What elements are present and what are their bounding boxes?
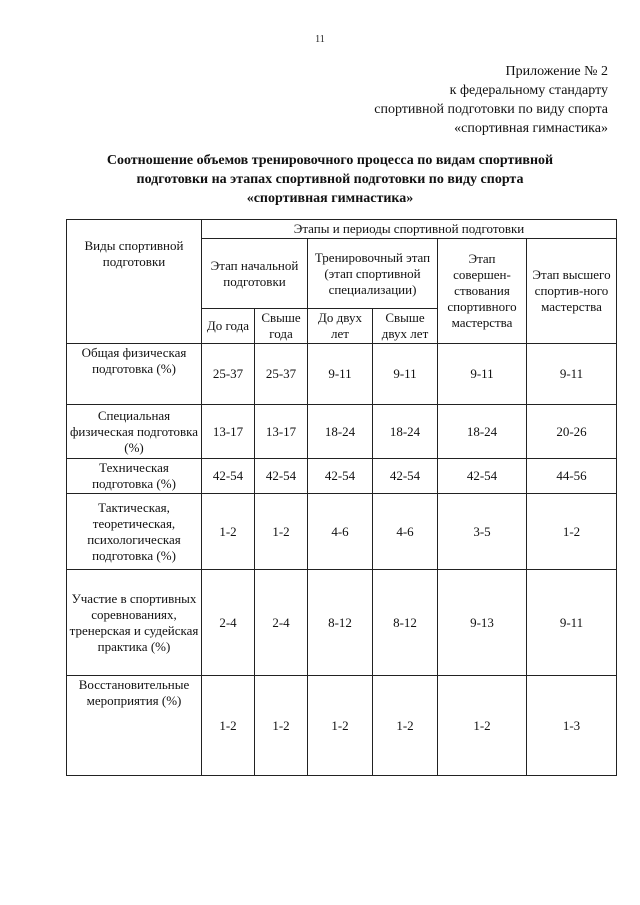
table-row bbox=[67, 344, 617, 405]
table-cell: 1-2 bbox=[373, 676, 438, 776]
table-cell: 42-54 bbox=[438, 459, 527, 494]
period-header: Свыше года bbox=[255, 309, 308, 344]
table-row bbox=[67, 459, 617, 494]
table-cell: 13-17 bbox=[255, 405, 308, 459]
table-cell: 1-2 bbox=[308, 676, 373, 776]
table-row bbox=[67, 405, 617, 459]
appendix-header bbox=[374, 62, 608, 138]
table-cell: 20-26 bbox=[527, 405, 617, 459]
stage-header-highest: Этап высшего спортив-ного мастерства bbox=[527, 239, 617, 344]
document-title bbox=[70, 151, 590, 208]
table-row bbox=[67, 494, 617, 570]
table-cell: 8-12 bbox=[373, 570, 438, 676]
corner-header: Виды спортивной подготовки bbox=[67, 220, 202, 344]
table-cell: 25-37 bbox=[202, 344, 255, 405]
table-cell: 18-24 bbox=[438, 405, 527, 459]
period-header: До года bbox=[202, 309, 255, 344]
table-cell: 18-24 bbox=[373, 405, 438, 459]
table-row bbox=[67, 676, 617, 776]
appendix-line: спортивной подготовки по виду спорта bbox=[374, 102, 608, 117]
row-label: Специальная физическая подготовка (%) bbox=[67, 405, 202, 459]
period-header: До двух лет bbox=[308, 309, 373, 344]
table-cell: 1-2 bbox=[202, 494, 255, 570]
table-cell: 42-54 bbox=[308, 459, 373, 494]
table-row bbox=[67, 570, 617, 676]
table-cell: 42-54 bbox=[373, 459, 438, 494]
table-cell: 9-11 bbox=[373, 344, 438, 405]
table-cell: 25-37 bbox=[255, 344, 308, 405]
table-cell: 1-2 bbox=[255, 494, 308, 570]
table-cell: 2-4 bbox=[255, 570, 308, 676]
row-label: Тактическая, теоретическая, психологическая подготовка (%) bbox=[67, 494, 202, 570]
page-number: 11 bbox=[315, 34, 325, 45]
table-cell: 13-17 bbox=[202, 405, 255, 459]
row-label: Участие в спортивных соревнованиях, тренерская и судейская практика (%) bbox=[67, 570, 202, 676]
table-cell: 2-4 bbox=[202, 570, 255, 676]
appendix-line: Приложение № 2 bbox=[505, 64, 608, 79]
table-cell: 4-6 bbox=[308, 494, 373, 570]
row-label: Техническая подготовка (%) bbox=[67, 459, 202, 494]
title-line: подготовки на этапах спортивной подготовки по виду спорта bbox=[136, 172, 524, 187]
stage-header-training: Тренировочный этап (этап спортивной специализации) bbox=[308, 239, 438, 309]
title-line: «спортивная гимнастика» bbox=[246, 191, 414, 206]
appendix-line: к федеральному стандарту bbox=[449, 83, 608, 98]
appendix-line: «спортивная гимнастика» bbox=[454, 121, 608, 136]
row-label: Восстановительные мероприятия (%) bbox=[67, 676, 202, 776]
table-cell: 1-2 bbox=[438, 676, 527, 776]
title-line: Соотношение объемов тренировочного процесса по видам спортивной bbox=[106, 153, 554, 168]
table-cell: 1-2 bbox=[255, 676, 308, 776]
table-cell: 1-2 bbox=[527, 494, 617, 570]
period-header: Свыше двух лет bbox=[373, 309, 438, 344]
table-cell: 3-5 bbox=[438, 494, 527, 570]
group-header: Этапы и периоды спортивной подготовки bbox=[202, 220, 617, 239]
table-cell: 9-11 bbox=[527, 570, 617, 676]
table-cell: 1-2 bbox=[202, 676, 255, 776]
table-cell: 1-3 bbox=[527, 676, 617, 776]
table-cell: 8-12 bbox=[308, 570, 373, 676]
table-cell: 44-56 bbox=[527, 459, 617, 494]
table-cell: 42-54 bbox=[202, 459, 255, 494]
table-cell: 9-11 bbox=[527, 344, 617, 405]
row-label: Общая физическая подготовка (%) bbox=[67, 344, 202, 405]
training-ratio-table bbox=[66, 219, 617, 776]
table-cell: 4-6 bbox=[373, 494, 438, 570]
stage-header-initial: Этап начальной подготовки bbox=[202, 239, 308, 309]
table-cell: 9-11 bbox=[438, 344, 527, 405]
table-cell: 9-13 bbox=[438, 570, 527, 676]
table-cell: 9-11 bbox=[308, 344, 373, 405]
table-cell: 18-24 bbox=[308, 405, 373, 459]
table-cell: 42-54 bbox=[255, 459, 308, 494]
stage-header-improvement: Этап совершен-ствования спортивного мастерства bbox=[438, 239, 527, 344]
